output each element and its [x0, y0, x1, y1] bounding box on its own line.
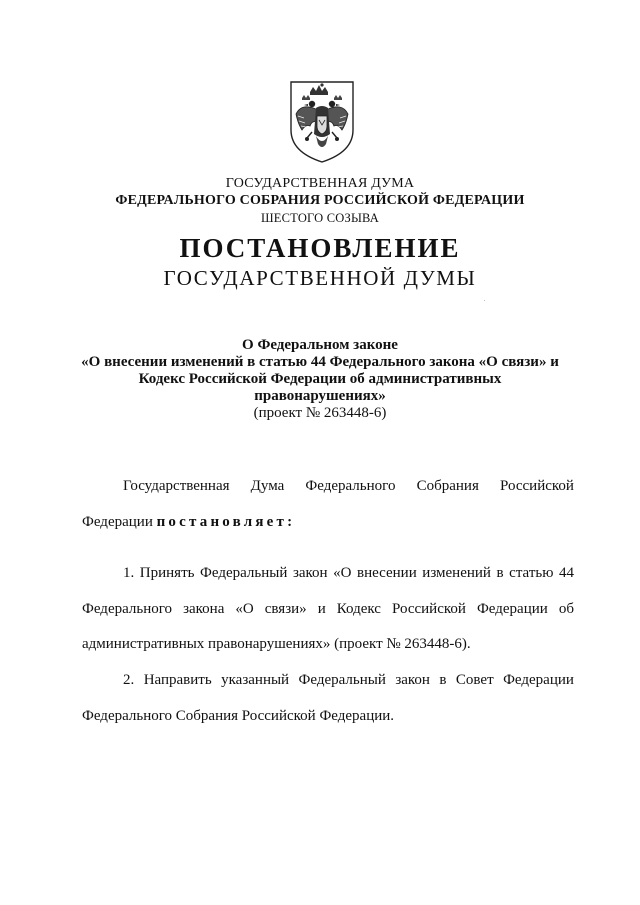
word: Направить: [143, 672, 212, 688]
subject-line-4: правонарушениях»: [254, 388, 386, 404]
word: Федерации: [476, 601, 548, 617]
word: 2.: [123, 672, 135, 688]
intro-line-1: [123, 477, 574, 495]
subject-line-3: Кодекс Российской Федерации об административных: [138, 371, 502, 387]
word: Федеральный: [298, 672, 386, 688]
word: статью: [509, 565, 554, 581]
word: «О: [235, 601, 254, 617]
word: закон: [292, 565, 328, 581]
word: Федерального: [305, 478, 396, 494]
org-line-duma: ГОСУДАРСТВЕННАЯ ДУМА: [225, 176, 415, 191]
word: Дума: [250, 478, 285, 494]
subject-project-number: (проект № 263448-6): [253, 405, 387, 421]
word: «О: [333, 565, 352, 581]
word: Российской: [500, 478, 574, 494]
intro-line-2-start: Федерации: [82, 514, 157, 530]
decree-verb: постановляет:: [156, 514, 296, 530]
word: указанный: [221, 672, 290, 688]
word: Государственная: [123, 478, 230, 494]
word: Федерации: [503, 672, 574, 688]
subject-line-2: «О внесении изменений в статью 44 Федерального закона «О связи» и: [81, 354, 559, 370]
word: 1.: [123, 565, 135, 581]
coat-of-arms-icon: [288, 80, 356, 164]
org-line-federal-assembly: ФЕДЕРАЛЬНОГО СОБРАНИЯ РОССИЙСКОЙ ФЕДЕРАЦИИ: [115, 193, 525, 208]
word: Федеральный: [200, 565, 288, 581]
item-1-line-1: [123, 564, 574, 582]
word: об: [558, 601, 574, 617]
document-type-title: ПОСТАНОВЛЕНИЕ: [179, 233, 461, 263]
word: Принять: [139, 565, 195, 581]
word: в: [439, 672, 447, 688]
org-line-convocation: ШЕСТОГО СОЗЫВА: [260, 211, 380, 225]
item-2-line-2: Федерального Собрания Российской Федерации.: [82, 708, 395, 724]
item-2-line-1: [123, 671, 574, 689]
subject-line-1: О Федеральном законе: [242, 337, 398, 353]
word: закон: [395, 672, 430, 688]
word: Совет: [455, 672, 494, 688]
word: Федерального: [82, 601, 173, 617]
word: в: [496, 565, 504, 581]
intro-line-2: [82, 513, 295, 531]
document-type-subtitle: ГОСУДАРСТВЕННОЙ ДУМЫ: [163, 266, 477, 290]
item-1-line-2: [82, 600, 574, 618]
word: Российской: [391, 601, 466, 617]
word: закона: [183, 601, 225, 617]
scan-speck: [484, 300, 485, 301]
word: и: [317, 601, 326, 617]
word: изменений: [422, 565, 491, 581]
word: Кодекс: [336, 601, 381, 617]
word: внесении: [357, 565, 417, 581]
word: связи»: [264, 601, 307, 617]
word: Собрания: [416, 478, 479, 494]
word: 44: [558, 565, 574, 581]
item-1-line-3: административных правонарушениях» (проект № 263448-6).: [82, 636, 471, 652]
